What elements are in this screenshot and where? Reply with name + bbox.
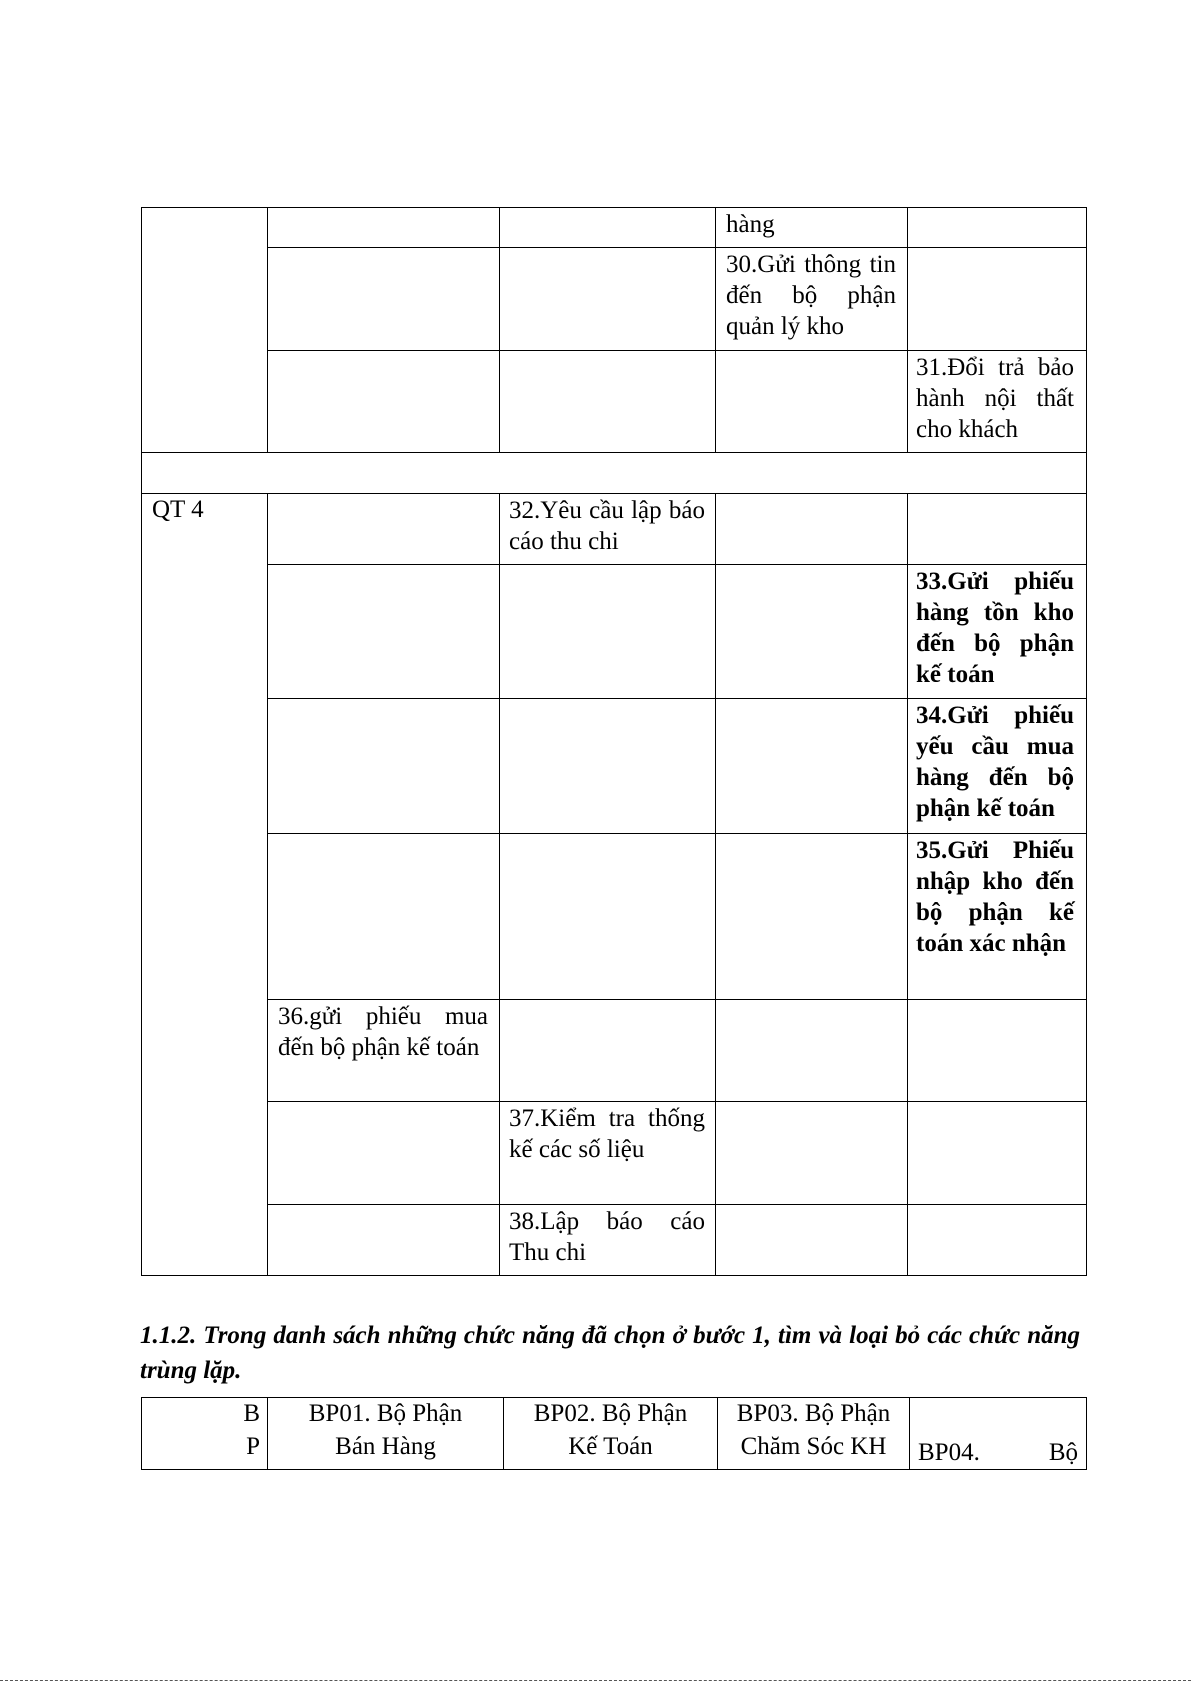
table-cell-text: 35.Gửi Phiếu nhập kho đến bộ phận kế toán xác nhận — [916, 837, 1074, 957]
table-cell-text: 37.Kiểm tra thống kế các số liệu — [509, 1105, 705, 1163]
table-cell — [715, 999, 908, 1102]
table-cell — [499, 350, 716, 453]
table-cell-text: 32.Yêu cầu lập báo cáo thu chi — [509, 497, 705, 555]
table-cell — [267, 564, 500, 699]
table-cell — [715, 1101, 908, 1205]
process-label: QT 4 — [152, 496, 204, 523]
table-cell — [141, 207, 268, 453]
table-cell — [499, 207, 716, 248]
table-cell — [499, 564, 716, 699]
header-text: P — [246, 1433, 260, 1460]
table-cell-text: 31.Đổi trả bảo hành nội thất cho khách — [916, 354, 1074, 443]
header-text: B — [243, 1400, 260, 1427]
table-cell — [907, 1204, 1087, 1276]
table-cell — [715, 698, 908, 834]
table-cell-text: 30.Gửi thông tin đến bộ phận quản lý kho — [726, 251, 896, 340]
header-text: BP04. — [918, 1439, 980, 1466]
page-divider — [0, 1680, 1191, 1681]
table-cell — [267, 493, 500, 565]
table-cell-text: hàng — [726, 211, 775, 238]
header-text: BP03. Bộ Phận — [736, 1400, 891, 1427]
table-cell — [907, 1101, 1087, 1205]
header-text: Kế Toán — [568, 1433, 653, 1460]
table-cell — [907, 493, 1087, 565]
table-cell — [267, 247, 500, 351]
table-cell — [499, 833, 716, 1000]
table-cell — [267, 833, 500, 1000]
table-cell — [141, 493, 268, 1276]
table-cell-text: 36.gửi phiếu mua đến bộ phận kế toán — [278, 1003, 488, 1061]
table-cell-text: 33.Gửi phiếu hàng tồn kho đến bộ phận kế toán — [916, 568, 1074, 688]
header-text: Bộ — [1048, 1439, 1078, 1466]
table-separator-row — [141, 452, 1087, 494]
table-cell — [499, 698, 716, 834]
table-cell — [907, 247, 1087, 351]
table-cell — [267, 207, 500, 248]
table-cell-text: 38.Lập báo cáo Thu chi — [509, 1208, 705, 1266]
table-cell — [907, 999, 1087, 1102]
table-cell — [267, 698, 500, 834]
table-cell — [715, 1204, 908, 1276]
table-cell — [267, 1101, 500, 1205]
table-cell-text: 34.Gửi phiếu yếu cầu mua hàng đến bộ phận kế toán — [916, 702, 1074, 822]
table-cell — [499, 247, 716, 351]
table-cell — [267, 1204, 500, 1276]
table-cell — [715, 350, 908, 453]
table-cell — [715, 493, 908, 565]
table-cell — [907, 207, 1087, 248]
header-text: BP02. Bộ Phận — [533, 1400, 688, 1427]
header-text: BP01. Bộ Phận — [308, 1400, 463, 1427]
header-text: Bán Hàng — [335, 1433, 436, 1460]
section-heading: 1.1.2. Trong danh sách những chức năng đã chọn ở bước 1, tìm và loại bỏ các chức năng trùng lặp. — [140, 1322, 1080, 1384]
table-cell — [715, 833, 908, 1000]
table-cell — [267, 350, 500, 453]
header-text: Chăm Sóc KH — [740, 1433, 887, 1460]
table-cell — [499, 999, 716, 1102]
table-cell — [715, 564, 908, 699]
